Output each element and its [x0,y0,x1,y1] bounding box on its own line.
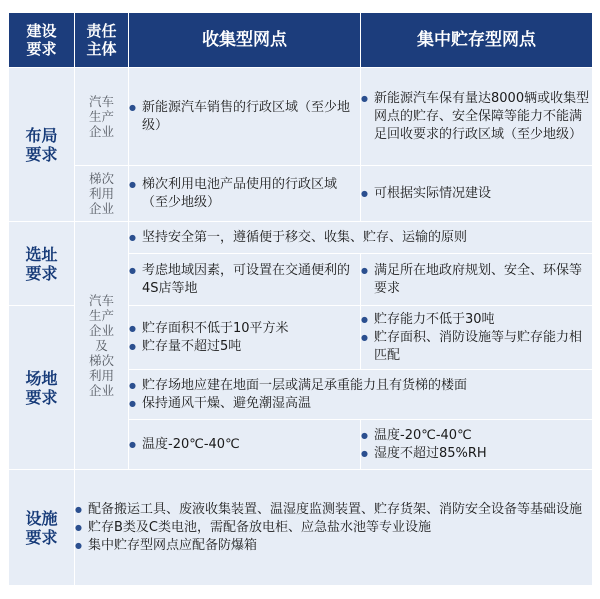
temp-collect-cell [129,420,361,470]
list-item: ● 温度-20℃-40℃ [129,436,360,454]
list-item: ● 可根据实际情况建设 [361,185,592,203]
requirements-table [8,12,593,586]
layout-cascade-collect-cell [129,166,361,222]
layout-cascade-storage-cell [361,166,593,222]
area-collect-cell [129,306,361,370]
site-collect-cell [129,254,361,306]
zone-layout: 布局 要求 [9,68,75,222]
party-ev-makers: 汽车 生产 企业 [75,68,129,166]
temp-storage-cell [361,420,593,470]
table-row [9,166,593,222]
list-item: ● 贮存能力不低于30吨 [361,311,592,329]
facilities-cell [75,470,593,586]
header-collection-point: 收集型网点 [129,13,361,68]
list-item: ● 保持通风干燥、避免潮湿高温 [129,395,592,413]
layout-ev-collect-cell [129,68,361,166]
header-requirement: 建设 要求 [9,13,75,68]
list-item: ● 贮存面积不低于10平方米 [129,320,360,338]
layout-ev-storage-cell [361,68,593,166]
area-storage-cell [361,306,593,370]
party-cascade-users: 梯次 利用 企业 [75,166,129,222]
zone-facilities: 设施 要求 [9,470,75,586]
party-combined: 汽车 生产 企业 及 梯次 利用 企业 [75,222,129,470]
list-item: ● 贮存B类及C类电池，需配备放电柜、应急盐水池等专业设施 [75,519,592,537]
list-item: ● 集中贮存型网点应配备防爆箱 [75,537,592,555]
list-item: ● 梯次利用电池产品使用的行政区域（至少地级） [129,176,360,212]
site-storage-cell [361,254,593,306]
header-centralized-storage-point: 集中贮存型网点 [361,13,593,68]
area-shared-cell [129,370,593,420]
table-row [9,470,593,586]
list-item: ● 贮存面积、消防设施等与贮存能力相匹配 [361,329,592,365]
list-item: ● 考虑地域因素，可设置在交通便利的4S店等地 [129,262,360,298]
zone-site-selection: 选址 要求 [9,222,75,306]
list-item: ● 坚持安全第一，遵循便于移交、收集、贮存、运输的原则 [129,229,592,247]
list-item: ● 贮存场地应建在地面一层或满足承重能力且有货梯的楼面 [129,377,592,395]
zone-site: 场地 要求 [9,306,75,470]
list-item: ● 满足所在地政府规划、安全、环保等要求 [361,262,592,298]
header-responsible-party: 责任 主体 [75,13,129,68]
list-item: ● 新能源汽车销售的行政区域（至少地级） [129,99,360,135]
table-row [9,222,593,254]
header-row [9,13,593,68]
list-item: ● 湿度不超过85%RH [361,445,592,463]
list-item: ● 新能源汽车保有量达8000辆或收集型网点的贮存、安全保障等能力不能满足回收要求的行政区域（至少地级） [361,90,592,144]
table-row [9,68,593,166]
list-item: ● 贮存量不超过5吨 [129,338,360,356]
site-principle-cell [129,222,593,254]
list-item: ● 温度-20℃-40℃ [361,427,592,445]
list-item: ● 配备搬运工具、废液收集装置、温湿度监测装置、贮存货架、消防安全设备等基础设施 [75,501,592,519]
